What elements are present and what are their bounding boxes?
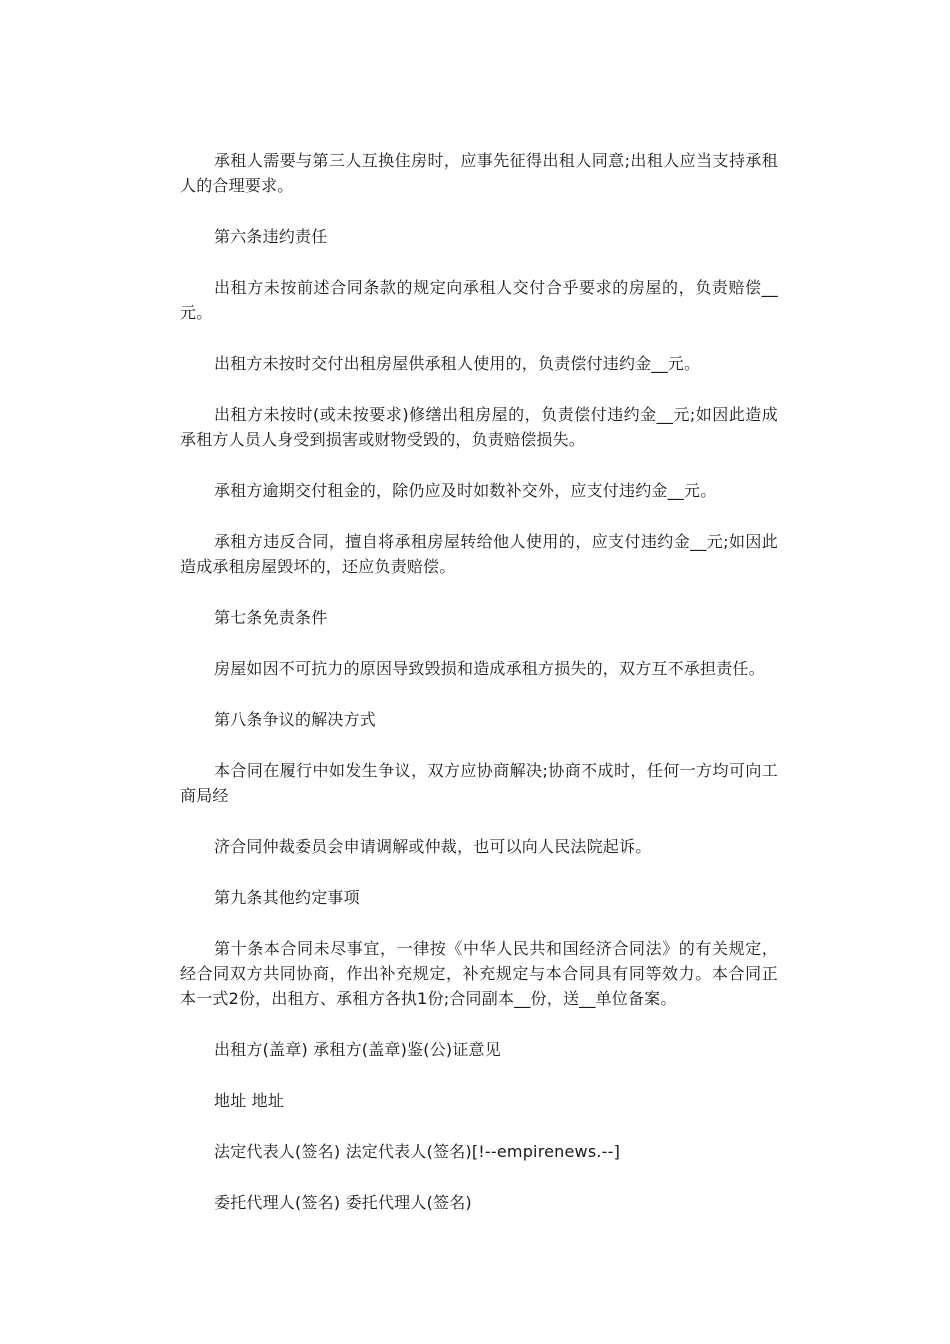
signature-agent-line: 委托代理人(签名) 委托代理人(签名) [214,1193,472,1212]
paragraph-lessor-late-delivery: 出租方未按时交付出租房屋供承租人使用的，负责偿付违约金__元。 [214,354,701,373]
heading-article-7: 第七条免责条件 [214,608,328,627]
paragraph-exchange-housing: 承租人需要与第三人互换住房时，应事先征得出租人同意;出租人应当支持承租人的合理要求。 [180,151,778,195]
paragraph-lessor-compensation: 出租方未按前述合同条款的规定向承租人交付合乎要求的房屋的，负责赔偿__元。 [180,278,778,322]
document-body [180,148,778,1241]
paragraph-dispute-negotiation: 本合同在履行中如发生争议，双方应协商解决;协商不成时，任何一方均可向工商局经 [180,761,778,805]
heading-article-8: 第八条争议的解决方式 [214,710,377,729]
paragraph-article-10: 第十条本合同未尽事宜，一律按《中华人民共和国经济合同法》的有关规定，经合同双方共同协商，作出补充规定，补充规定与本合同具有同等效力。本合同正本一式2份，出租方、承租方各执1份;合同副本__份，送__单位备案。 [180,939,778,1008]
signature-address-line: 地址 地址 [214,1091,285,1110]
paragraph-force-majeure: 房屋如因不可抗力的原因导致毁损和造成承租方损失的，双方互不承担责任。 [214,659,765,678]
paragraph-lessor-repair: 出租方未按时(或未按要求)修缮出租房屋的，负责偿付违约金__元;如因此造成承租方人员人身受到损害或财物受毁的，负责赔偿损失。 [180,405,778,449]
heading-article-6: 第六条违约责任 [214,227,328,246]
paragraph-dispute-arbitration: 济合同仲裁委员会申请调解或仲裁，也可以向人民法院起诉。 [214,837,652,856]
paragraph-lessee-late-rent: 承租方逾期交付租金的，除仍应及时如数补交外，应支付违约金__元。 [214,481,717,500]
paragraph-lessee-sublet: 承租方违反合同，擅自将承租房屋转给他人使用的，应支付违约金__元;如因此造成承租房屋毁坏的，还应负责赔偿。 [180,532,778,576]
signature-legal-rep-line: 法定代表人(签名) 法定代表人(签名)[!--empirenews.--] [214,1142,621,1161]
heading-article-9: 第九条其他约定事项 [214,888,360,907]
signature-parties-line: 出租方(盖章) 承租方(盖章)鉴(公)证意见 [214,1040,501,1059]
